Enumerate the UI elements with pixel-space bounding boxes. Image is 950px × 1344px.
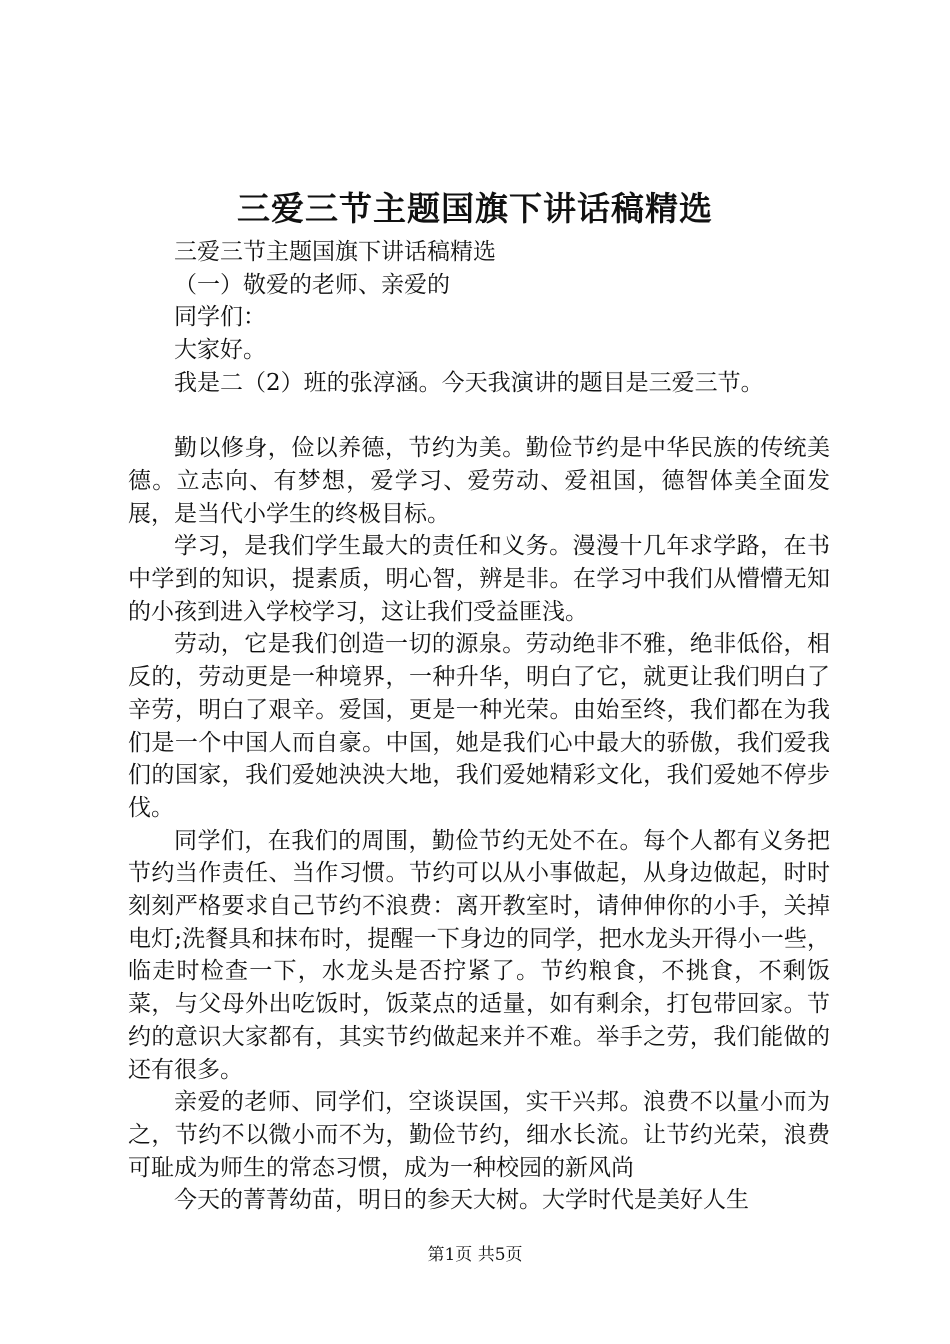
- intro-line: 大家好。: [174, 337, 266, 364]
- body-paragraph: 今天的菁菁幼苗，明日的参天大树。大学时代是美好人生: [174, 1187, 749, 1214]
- intro-line: 我是二（2）班的张淳涵。今天我演讲的题目是三爱三节。: [174, 369, 764, 396]
- body-paragraph: 亲爱的老师、同学们，空谈误国，实干兴邦。浪费不以量小而为之，节约不以微小而不为，勤俭节约，细水长流。让节约光荣，浪费可耻成为师生的常态习惯，成为一种校园的新风尚: [128, 1089, 830, 1181]
- document-body: [128, 236, 830, 1217]
- intro-line: （一）敬爱的老师、亲爱的: [174, 271, 450, 298]
- intro-line: 同学们：: [174, 304, 266, 331]
- body-paragraph: 勤以修身，俭以养德，节约为美。勤俭节约是中华民族的传统美德。立志向、有梦想，爱学习、爱劳动、爱祖国，德智体美全面发展，是当代小学生的终极目标。: [128, 435, 830, 527]
- body-paragraph: 劳动，它是我们创造一切的源泉。劳动绝非不雅，绝非低俗，相反的，劳动更是一种境界，一种升华，明白了它，就更让我们明白了辛劳，明白了艰辛。爱国，更是一种光荣。由始至终，我们都在为我们是一个中国人而自豪。中国，她是我们心中最大的骄傲，我们爱我们的国家，我们爱她泱泱大地，我们爱她精彩文化，我们爱她不停步伐。: [128, 631, 830, 821]
- document-title: 三爱三节主题国旗下讲话稿精选: [237, 189, 713, 228]
- blank-line: [128, 400, 830, 433]
- body-paragraph: 学习，是我们学生最大的责任和义务。漫漫十几年求学路，在书中学到的知识，提素质，明心智，辨是非。在学习中我们从懵懵无知的小孩到进入学校学习，这让我们受益匪浅。: [128, 533, 830, 625]
- body-paragraph: 同学们，在我们的周围，勤俭节约无处不在。每个人都有义务把节约当作责任、当作习惯。节约可以从小事做起，从身边做起，时时刻刻严格要求自己节约不浪费：离开教室时，请伸伸你的小手，关掉电灯;洗餐具和抹布时，提醒一下身边的同学，把水龙头开得小一些，临走时检查一下，水龙头是否拧紧了。节约粮食，不挑食，不剩饭菜，与父母外出吃饭时，饭菜点的适量，如有剩余，打包带回家。节约的意识大家都有，其实节约做起来并不难。举手之劳，我们能做的还有很多。: [128, 827, 830, 1083]
- page-footer: 第1页 共5页: [427, 1245, 523, 1265]
- intro-line: 三爱三节主题国旗下讲话稿精选: [174, 239, 496, 265]
